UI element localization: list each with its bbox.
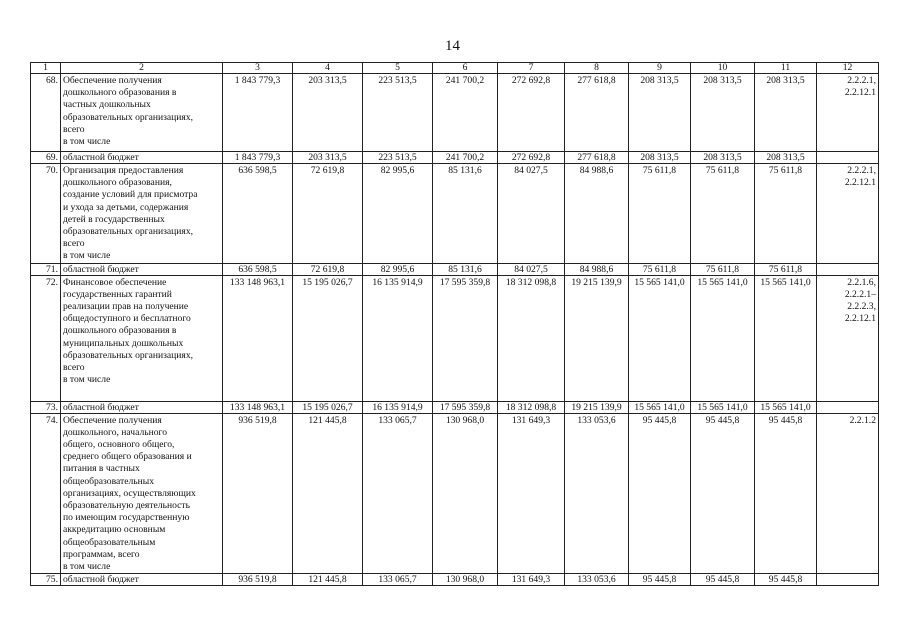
value-cell-col-6: 241 700,2 [433,74,498,152]
program-code: 2.2.1.6, [847,276,876,288]
value-cell-col-4: 15 195 026,7 [293,275,363,401]
column-header-4: 4 [293,63,363,74]
row-name-line: в том числе [63,250,111,262]
value-cell-col-11: 208 313,5 [755,152,817,164]
row-name-line: областной бюджет [63,263,139,275]
row-name-line: частных дошкольных [63,99,151,111]
value-cell-col-5: 223 513,5 [363,74,433,152]
program-code-cell [817,413,879,574]
value-cell-col-8: 84 988,6 [565,263,629,275]
table-row [31,164,879,264]
row-name-line: Организация предоставления [63,165,184,176]
program-code-cell [817,164,879,264]
row-number: 70. [31,164,61,264]
row-name [61,152,223,164]
value-cell-col-10: 208 313,5 [691,74,755,152]
row-name-line: образовательную деятельность [63,500,190,512]
value-cell-col-5: 133 065,7 [363,574,433,586]
row-number: 75. [31,574,61,586]
value-cell-col-6: 85 131,6 [433,263,498,275]
table-row [31,74,879,152]
row-name-line: образовательных организациях, [63,349,194,361]
column-header-6: 6 [433,63,498,74]
row-name [61,413,223,574]
value-cell-col-9: 75 611,8 [629,164,691,264]
row-name-line: дошкольного, начального [63,426,168,438]
column-header-11: 11 [755,63,817,74]
value-cell-col-7: 84 027,5 [498,164,565,264]
table-row [31,401,879,413]
value-cell-col-3: 636 598,5 [223,164,293,264]
value-cell-col-4: 203 313,5 [293,152,363,164]
value-cell-col-4: 203 313,5 [293,74,363,152]
value-cell-col-10: 95 445,8 [691,413,755,574]
program-code: 2.2.1.2 [849,414,876,426]
row-name-line: по имеющим государственную [63,512,190,524]
program-code: 2.2.12.1 [844,177,876,189]
row-name-line: образовательных организациях, [63,111,194,123]
value-cell-col-6: 17 595 359,8 [433,275,498,401]
row-number: 71. [31,263,61,275]
value-cell-col-9: 15 565 141,0 [629,401,691,413]
value-cell-col-9: 208 313,5 [629,152,691,164]
column-header-2: 2 [61,63,223,74]
value-cell-col-6: 17 595 359,8 [433,401,498,413]
value-cell-col-7: 18 312 098,8 [498,401,565,413]
row-name-line: общего, основного общего, [63,439,175,451]
value-cell-col-4: 72 619,8 [293,263,363,275]
value-cell-col-4: 121 445,8 [293,413,363,574]
value-cell-col-6: 130 968,0 [433,574,498,586]
value-cell-col-4: 72 619,8 [293,164,363,264]
page-number: 14 [445,38,460,54]
program-code: 2.2.2.1– [844,288,876,300]
value-cell-col-11: 95 445,8 [755,413,817,574]
row-name [61,74,223,152]
row-name-line: среднего общего образования и [63,451,192,463]
value-cell-col-7: 272 692,8 [498,152,565,164]
value-cell-col-5: 16 135 914,9 [363,401,433,413]
value-cell-col-7: 18 312 098,8 [498,275,565,401]
row-number: 73. [31,401,61,413]
row-name-line: программам, всего [63,548,140,560]
row-name-line: аккредитацию основным [63,524,166,536]
program-code-cell [817,74,879,152]
value-cell-col-9: 15 565 141,0 [629,275,691,401]
value-cell-col-11: 75 611,8 [755,263,817,275]
row-name-line: и ухода за детьми, содержания [63,201,189,213]
value-cell-col-8: 133 053,6 [565,574,629,586]
column-header-12: 12 [817,63,879,74]
value-cell-col-11: 15 565 141,0 [755,275,817,401]
row-name-line: государственных гарантий [63,288,172,300]
value-cell-col-10: 75 611,8 [691,263,755,275]
value-cell-col-10: 95 445,8 [691,574,755,586]
value-cell-col-7: 272 692,8 [498,74,565,152]
row-name-line: Обеспечение получения [63,414,162,426]
value-cell-col-8: 19 215 139,9 [565,401,629,413]
value-cell-col-6: 85 131,6 [433,164,498,264]
row-name-line: муниципальных дошкольных [63,337,184,349]
value-cell-col-9: 95 445,8 [629,574,691,586]
table-row [31,275,879,401]
value-cell-col-3: 133 148 963,1 [223,401,293,413]
value-cell-col-11: 75 611,8 [755,164,817,264]
row-name [61,164,223,264]
program-code-cell [817,263,879,275]
value-cell-col-5: 133 065,7 [363,413,433,574]
value-cell-col-4: 121 445,8 [293,574,363,586]
row-name-line: дошкольного образования в [63,87,177,99]
program-code: 2.2.12.1 [844,87,876,99]
value-cell-col-11: 208 313,5 [755,74,817,152]
value-cell-col-3: 133 148 963,1 [223,275,293,401]
value-cell-col-7: 84 027,5 [498,263,565,275]
table-row [31,152,879,164]
row-name-line: в том числе [63,374,111,386]
program-code-cell [817,401,879,413]
row-name-line: дошкольного образования в [63,325,177,337]
table-body [31,63,879,586]
value-cell-col-10: 75 611,8 [691,164,755,264]
value-cell-col-4: 15 195 026,7 [293,401,363,413]
header-row [31,63,879,74]
row-name-line: дошкольного образования, [63,177,172,189]
program-code-cell [817,574,879,586]
value-cell-col-7: 131 649,3 [498,413,565,574]
row-name-line: областной бюджет [63,574,139,586]
row-number: 68. [31,74,61,152]
value-cell-col-7: 131 649,3 [498,574,565,586]
row-name-line: детей в государственных [63,213,165,225]
budget-table [30,62,879,586]
value-cell-col-3: 1 843 779,3 [223,74,293,152]
value-cell-col-3: 636 598,5 [223,263,293,275]
value-cell-col-3: 936 519,8 [223,413,293,574]
column-header-3: 3 [223,63,293,74]
column-header-5: 5 [363,63,433,74]
value-cell-col-8: 133 053,6 [565,413,629,574]
program-code-cell [817,152,879,164]
row-name-line: организациях, осуществляющих [63,487,196,499]
program-code: 2.2.2.1, [847,165,876,176]
value-cell-col-6: 130 968,0 [433,413,498,574]
row-name-line: областной бюджет [63,152,139,163]
column-header-8: 8 [565,63,629,74]
row-name-line: создание условий для присмотра [63,189,198,201]
row-number: 69. [31,152,61,164]
row-name [61,275,223,401]
row-number: 74. [31,413,61,574]
value-cell-col-9: 208 313,5 [629,74,691,152]
value-cell-col-8: 277 618,8 [565,74,629,152]
value-cell-col-11: 95 445,8 [755,574,817,586]
row-name-line: Финансовое обеспечение [63,276,167,288]
column-header-7: 7 [498,63,565,74]
value-cell-col-5: 223 513,5 [363,152,433,164]
row-name-line: всего [63,123,85,135]
row-name-line: всего [63,362,85,374]
value-cell-col-5: 82 995,6 [363,164,433,264]
table-row [31,263,879,275]
row-name-line: общеобразовательных [63,475,154,487]
program-code-cell [817,275,879,401]
row-name-line: общедоступного и бесплатного [63,313,191,325]
value-cell-col-10: 15 565 141,0 [691,401,755,413]
row-name-line: реализации прав на получение [63,301,189,313]
row-name-line: общеобразовательным [63,536,156,548]
column-header-9: 9 [629,63,691,74]
column-header-10: 10 [691,63,755,74]
row-name-line: питания в частных [63,463,140,475]
program-code: 2.2.2.3, [847,301,876,313]
value-cell-col-11: 15 565 141,0 [755,401,817,413]
value-cell-col-8: 19 215 139,9 [565,275,629,401]
row-name-line: в том числе [63,136,111,148]
value-cell-col-5: 82 995,6 [363,263,433,275]
program-code: 2.2.2.1, [847,75,876,86]
row-name-line: всего [63,238,85,250]
value-cell-col-5: 16 135 914,9 [363,275,433,401]
row-name [61,574,223,586]
row-number: 72. [31,275,61,401]
value-cell-col-9: 95 445,8 [629,413,691,574]
value-cell-col-8: 277 618,8 [565,152,629,164]
value-cell-col-6: 241 700,2 [433,152,498,164]
value-cell-col-10: 208 313,5 [691,152,755,164]
row-name-line: Обеспечение получения [63,75,162,86]
column-header-1: 1 [31,63,61,74]
value-cell-col-9: 75 611,8 [629,263,691,275]
row-name-line: областной бюджет [63,401,139,413]
row-name [61,263,223,275]
program-code: 2.2.12.1 [844,313,876,325]
row-name-line: в том числе [63,561,111,573]
table-row [31,574,879,586]
row-name-line: образовательных организациях, [63,226,194,238]
value-cell-col-8: 84 988,6 [565,164,629,264]
row-name [61,401,223,413]
table-row [31,413,879,574]
value-cell-col-3: 1 843 779,3 [223,152,293,164]
value-cell-col-3: 936 519,8 [223,574,293,586]
value-cell-col-10: 15 565 141,0 [691,275,755,401]
